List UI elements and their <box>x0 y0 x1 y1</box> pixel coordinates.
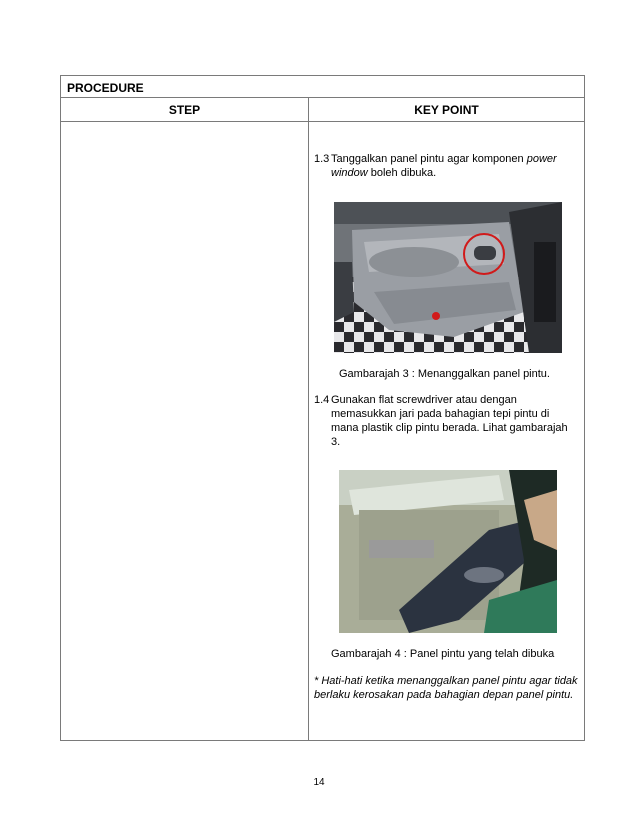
key-point-item-1-4 <box>314 393 579 449</box>
step-column-header: STEP <box>61 98 309 121</box>
item-number: 1.4 <box>314 394 330 406</box>
key-point-item-1-3 <box>314 152 579 180</box>
caution-note: * Hati-hati ketika menanggalkan panel pintu agar tidak berlaku kerosakan pada bahagian depan panel pintu. <box>314 675 578 701</box>
step-cell <box>61 122 309 740</box>
key-point-column-header: KEY POINT <box>414 102 479 117</box>
key-point-cell <box>309 122 584 740</box>
item-text-italic: power window <box>331 153 557 179</box>
item-text-plain: Tanggalkan panel pintu agar komponen <box>331 153 527 165</box>
item-text <box>314 152 579 180</box>
procedure-table <box>60 75 585 741</box>
column-header-row <box>61 98 584 122</box>
item-text: Gunakan flat screwdriver atau dengan memasukkan jari pada bahagian tepi pintu di mana plastik clip pintu berada. Lihat gambarajah 3. <box>331 394 568 448</box>
figure-4-caption: Gambarajah 4 : Panel pintu yang telah dibuka <box>331 648 555 660</box>
item-number: 1.3 <box>314 153 330 165</box>
page-number: 14 <box>313 777 325 788</box>
table-body-row <box>61 122 584 740</box>
item-text-after: boleh dibuka. <box>367 167 437 179</box>
procedure-header: PROCEDURE <box>61 76 584 98</box>
figure-3-caption: Gambarajah 3 : Menanggalkan panel pintu. <box>339 368 550 380</box>
opened-door-panel-photo <box>339 470 557 633</box>
door-panel-photo <box>334 202 562 353</box>
